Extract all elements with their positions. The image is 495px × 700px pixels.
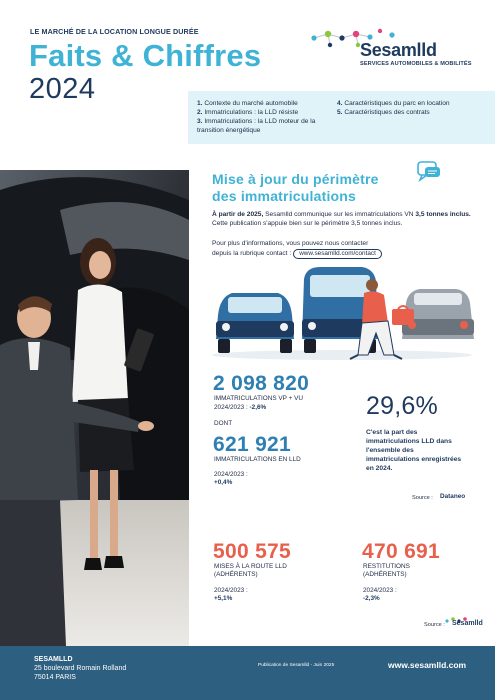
stat-returns-change-label: 2024/2023 :	[363, 587, 397, 594]
section-paragraph-1: À partir de 2025, Sesamlld communique sur les immatriculations VN 3,5 tonnes inclus. Cette publication s'appuie bien sur le périmètre 3,5 tonnes inclus.	[212, 211, 471, 227]
stat-share-caption: C'est la part des immatriculations LLD dans l'ensemble des immatriculations enregistrées en 2024.	[366, 429, 462, 472]
toc-item: 5. Caractéristiques des contrats	[337, 109, 430, 116]
logo-tagline: SERVICES AUTOMOBILES & MOBILITÉS	[360, 61, 472, 67]
section-paragraph-2: Pour plus d'informations, vous pouvez nous contacter depuis la rubrique contact : www.sesamlld.com/contact	[212, 240, 474, 259]
photo-illustration	[0, 170, 189, 646]
toc-item: 2. Immatriculations : la LLD résiste	[197, 109, 299, 116]
logo-name: Sesamlld	[360, 40, 437, 60]
stat-roads-label-2: (ADHÉRENTS)	[214, 571, 258, 578]
toc-right-column	[337, 99, 492, 117]
source-label-1: Source :	[412, 495, 433, 501]
stat-roads-label-1: MISES À LA ROUTE LLD	[214, 563, 287, 570]
source-label-2: Source :	[424, 622, 445, 628]
stat-lld-change-label: 2024/2023 :	[214, 471, 248, 478]
stat-total-label: IMMATRICULATIONS VP + VU	[214, 395, 303, 402]
stat-returns-label-1: RESTITUTIONS	[363, 563, 410, 570]
page-title: Faits & Chiffres	[29, 38, 262, 73]
footer-address-line1: 25 boulevard Romain Rolland	[34, 665, 127, 672]
stat-total-change: 2024/2023 : -2,6%	[214, 404, 267, 411]
toc-item: 1. Contexte du marché automobile	[197, 100, 298, 107]
stat-share-value: 29,6%	[366, 392, 438, 420]
sesamlld-logo	[308, 25, 472, 80]
stat-roads-value: 500 575	[213, 540, 292, 563]
stat-roads-change: +5,1%	[214, 595, 233, 602]
stat-lld-value: 621 921	[213, 433, 292, 456]
footer-name: SESAMLLD	[34, 656, 73, 663]
toc-item: 3. Immatriculations : la LLD moteur de la transition énergétique	[197, 118, 316, 134]
source-sesamlld-logo: Sesamlld	[444, 612, 478, 632]
toc-left-column	[197, 99, 342, 135]
hero-photo	[0, 170, 189, 646]
footer-publication: Publication de Sesamlld - Juin 2025	[258, 663, 335, 668]
stat-dont-label: DONT	[214, 420, 233, 427]
section-title: Mise à jour du périmètre des immatriculations	[212, 171, 379, 204]
toc-item: 4. Caractéristiques du parc en location	[337, 100, 450, 107]
stat-total-value: 2 098 820	[213, 372, 310, 395]
footer	[0, 646, 495, 700]
stat-returns-label-2: (ADHÉRENTS)	[363, 571, 407, 578]
kicker: LE MARCHÉ DE LA LOCATION LONGUE DURÉE	[30, 27, 199, 36]
page-year: 2024	[29, 73, 96, 105]
table-of-contents	[188, 91, 495, 144]
stat-returns-change: -2,3%	[363, 595, 380, 602]
stat-lld-change: +0,4%	[214, 479, 233, 486]
stat-returns-value: 470 691	[362, 540, 441, 563]
footer-website-link[interactable]: www.sesamlld.com	[388, 660, 467, 670]
stat-lld-label: IMMATRICULATIONS EN LLD	[214, 456, 301, 463]
source-dataneo: Dataneo	[440, 493, 466, 500]
stat-roads-change-label: 2024/2023 :	[214, 587, 248, 594]
cars-illustration	[212, 263, 477, 365]
footer-address-line2: 75014 PARIS	[34, 674, 76, 681]
contact-link[interactable]: www.sesamlld.com/contact	[293, 249, 382, 259]
chat-bubble-icon	[417, 161, 441, 183]
